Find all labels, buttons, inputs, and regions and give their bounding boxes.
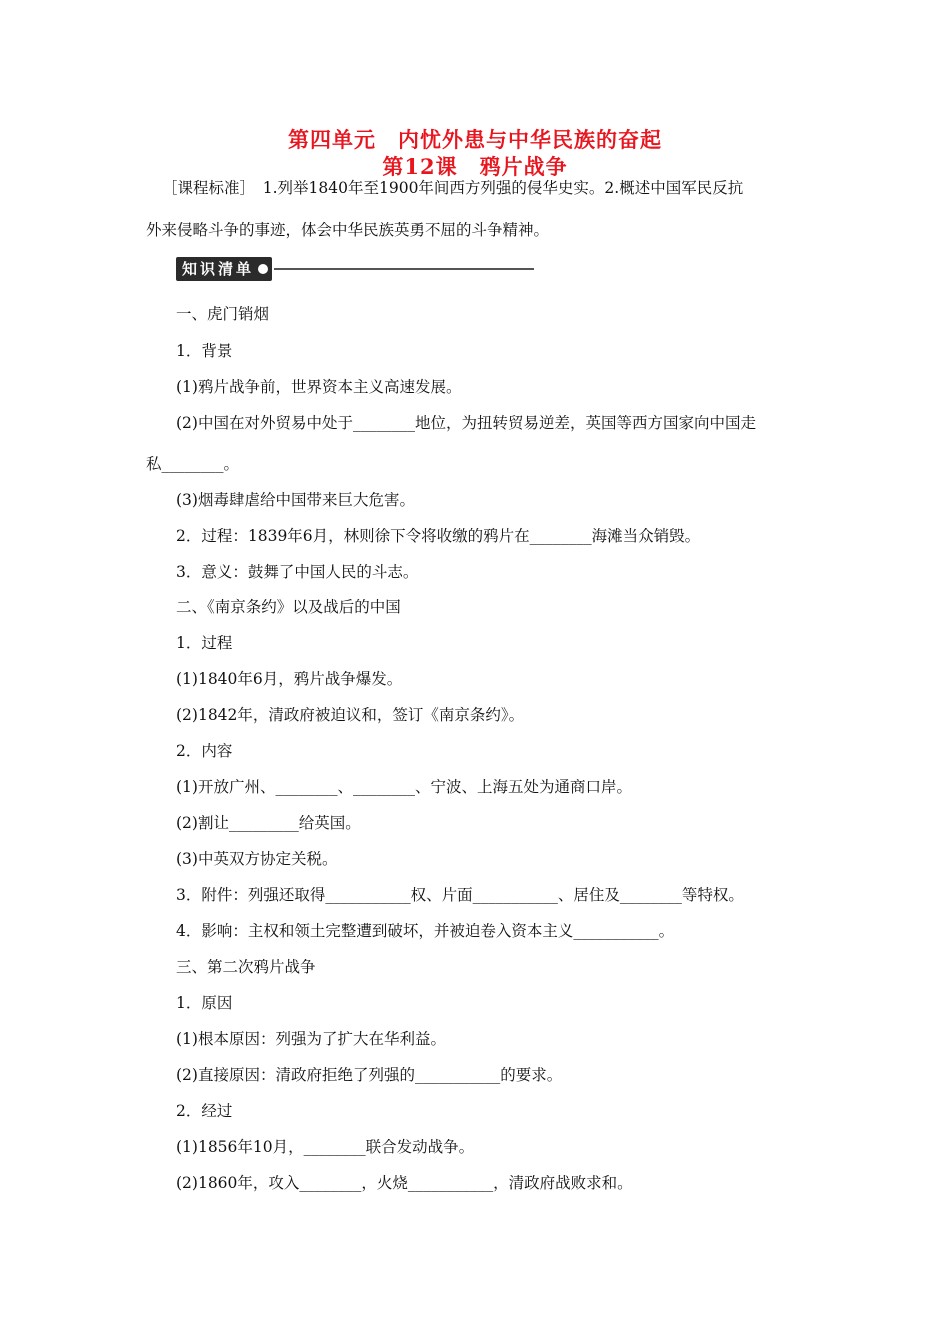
text-line: 2．过程：1839年6月，林则徐下令将收缴的鸦片在________海滩当众销毁。: [176, 527, 701, 545]
banner-label: 知识清单: [182, 260, 255, 278]
text-line: 2．经过: [176, 1102, 233, 1120]
text-line: 2．内容: [176, 742, 233, 760]
text-line: (2)割让_________给英国。: [176, 814, 361, 832]
text-line: (1)鸦片战争前，世界资本主义高速发展。: [176, 378, 462, 396]
dot-icon: [258, 264, 268, 274]
text-line: (2)1860年，攻入________，火烧___________，清政府战败求和。: [176, 1174, 633, 1192]
text-line: 4．影响：主权和领土完整遭到破坏，并被迫卷入资本主义___________。: [176, 922, 675, 940]
text-line: 1．背景: [176, 342, 233, 360]
text-line: (1)开放广州、________、________、宁波、上海五处为通商口岸。: [176, 778, 632, 796]
curriculum-standard-line-1: ［课程标准］ 1.列举1840年至1900年间西方列强的侵华史实。2.概述中国军民反抗: [162, 179, 744, 197]
text-line: (3)烟毒肆虐给中国带来巨大危害。: [176, 491, 415, 509]
section-2-heading: 二、《南京条约》以及战后的中国: [176, 598, 401, 616]
banner-rule: [274, 268, 534, 270]
text-line: (1)1840年6月，鸦片战争爆发。: [176, 670, 403, 688]
lesson-title: 第12课 鸦片战争: [382, 154, 568, 179]
text-line: (2)1842年，清政府被迫议和，签订《南京条约》。: [176, 706, 525, 724]
section-1-heading: 一、虎门销烟: [176, 305, 270, 323]
curriculum-standard-line-2: 外来侵略斗争的事迹，体会中华民族英勇不屈的斗争精神。: [146, 221, 550, 239]
text-line: 私________。: [146, 455, 240, 473]
text-line: (1)1856年10月，________联合发动战争。: [176, 1138, 475, 1156]
section-3-heading: 三、第二次鸦片战争: [176, 958, 316, 976]
text-line: 3．意义：鼓舞了中国人民的斗志。: [176, 563, 419, 581]
text-line: (3)中英双方协定关税。: [176, 850, 338, 868]
text-line: 1．原因: [176, 994, 233, 1012]
banner-label-box: [176, 257, 272, 281]
text-line: (2)中国在对外贸易中处于________地位，为扭转贸易逆差，英国等西方国家向中国走: [176, 414, 756, 432]
text-line: (1)根本原因：列强为了扩大在华利益。: [176, 1030, 446, 1048]
text-line: 1．过程: [176, 634, 233, 652]
text-line: (2)直接原因：清政府拒绝了列强的___________的要求。: [176, 1066, 563, 1084]
text-line: 3．附件：列强还取得___________权、片面___________、居住及________等特权。: [176, 886, 744, 904]
knowledge-list-banner: [176, 255, 534, 283]
unit-title: 第四单元 内忧外患与中华民族的奋起: [288, 127, 662, 152]
